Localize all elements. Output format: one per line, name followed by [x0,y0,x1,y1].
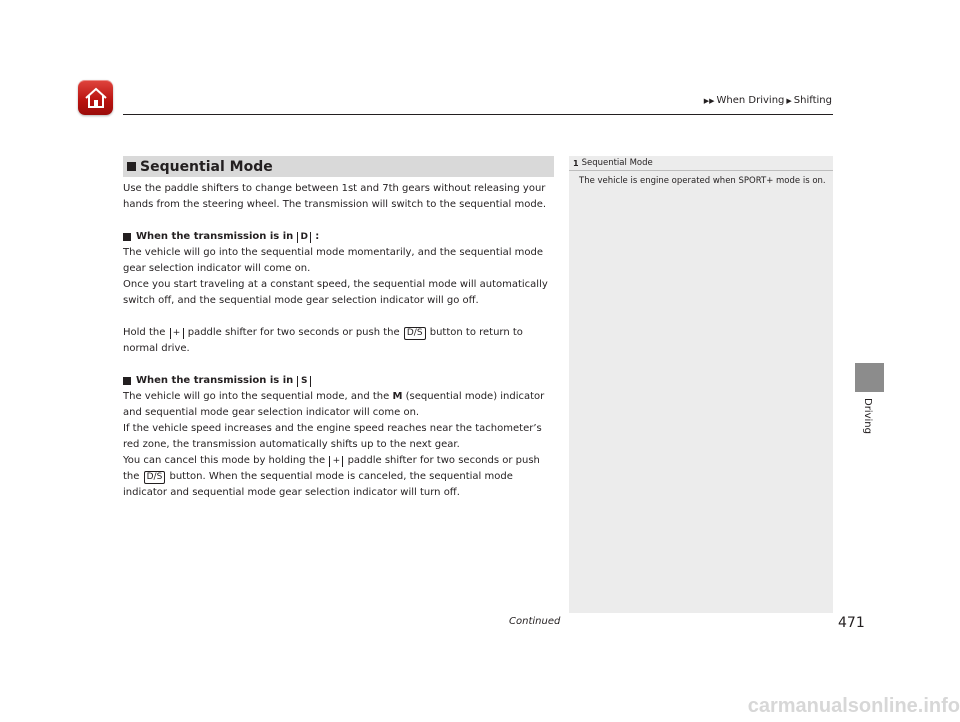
text-fragment: Hold the [123,327,166,338]
text-fragment: You can cancel this mode by holding the [123,455,326,466]
text-fragment: paddle shifter for two seconds or push the [123,455,540,482]
d-position-key: D [297,232,311,243]
home-icon [84,87,108,109]
ds-button-key: D/S [404,327,426,340]
text-fragment: button to return to normal drive. [123,327,523,354]
text-fragment: paddle shifter for two seconds or push the [187,327,400,338]
plus-paddle-key: + [170,328,184,339]
header-divider [123,114,833,115]
main-content [123,181,554,501]
section-title: Sequential Mode [140,158,273,175]
sidebar-note [569,156,833,613]
sidebar-heading [569,156,833,171]
breadcrumb-arrow-icon: ▶▶ [703,96,715,105]
section-square-icon [127,162,136,171]
continued-label: Continued [509,616,561,627]
d-mode-paragraph-1: The vehicle will go into the sequential mode momentarily, and the sequential mode gear selection indicator will come on. [123,247,544,274]
chapter-label: Driving [862,398,873,434]
ds-button-key: D/S [144,471,166,484]
return-normal-paragraph [123,325,554,357]
note-title: Sequential Mode [581,158,653,168]
d-mode-paragraph-2: Once you start traveling at a constant speed, the sequential mode will automatically switch off, and the sequential mode gear selection indicator will go off. [123,279,548,306]
d-mode-heading: When the transmission is in D : [123,229,554,245]
breadcrumb [704,95,832,106]
text-fragment: button. When the sequential mode is canceled, the sequential mode indicator and sequential mode gear selection indicator will turn off. [123,471,513,498]
s-heading-text: When the transmission is in [136,375,294,386]
watermark: carmanualsonline.info [747,695,960,717]
m-indicator-letter: M [392,391,403,402]
home-button[interactable] [78,80,113,115]
text-fragment: (sequential mode) indicator and sequential mode gear selection indicator will come on. [123,391,545,418]
note-number: 1 [573,158,579,168]
cancel-paragraph [123,453,554,501]
note-body: The vehicle is engine operated when SPORT+ mode is on. [579,176,826,186]
page-number: 471 [838,615,865,631]
plus-paddle-key: + [329,456,343,467]
d-heading-text: When the transmission is in [136,231,294,242]
subhead-square-icon [123,377,131,385]
intro-paragraph: Use the paddle shifters to change between 1st and 7th gears without releasing your hands from the steering wheel. The transmission will switch to the sequential mode. [123,183,547,210]
s-mode-paragraph-2: If the vehicle speed increases and the engine speed reaches near the tachometer’s red zone, the transmission automatically shifts up to the next gear. [123,423,542,450]
section-title-bar [123,156,554,177]
chapter-tab[interactable] [855,363,884,392]
s-position-key: S [297,376,311,387]
breadcrumb-item[interactable]: When Driving [716,95,785,106]
text-fragment: The vehicle will go into the sequential mode, and the [123,391,390,402]
s-mode-heading [123,373,554,389]
subhead-square-icon [123,233,131,241]
s-mode-paragraph-1 [123,389,554,421]
breadcrumb-item[interactable]: Shifting [793,95,832,106]
breadcrumb-arrow-icon: ▶ [786,96,792,105]
